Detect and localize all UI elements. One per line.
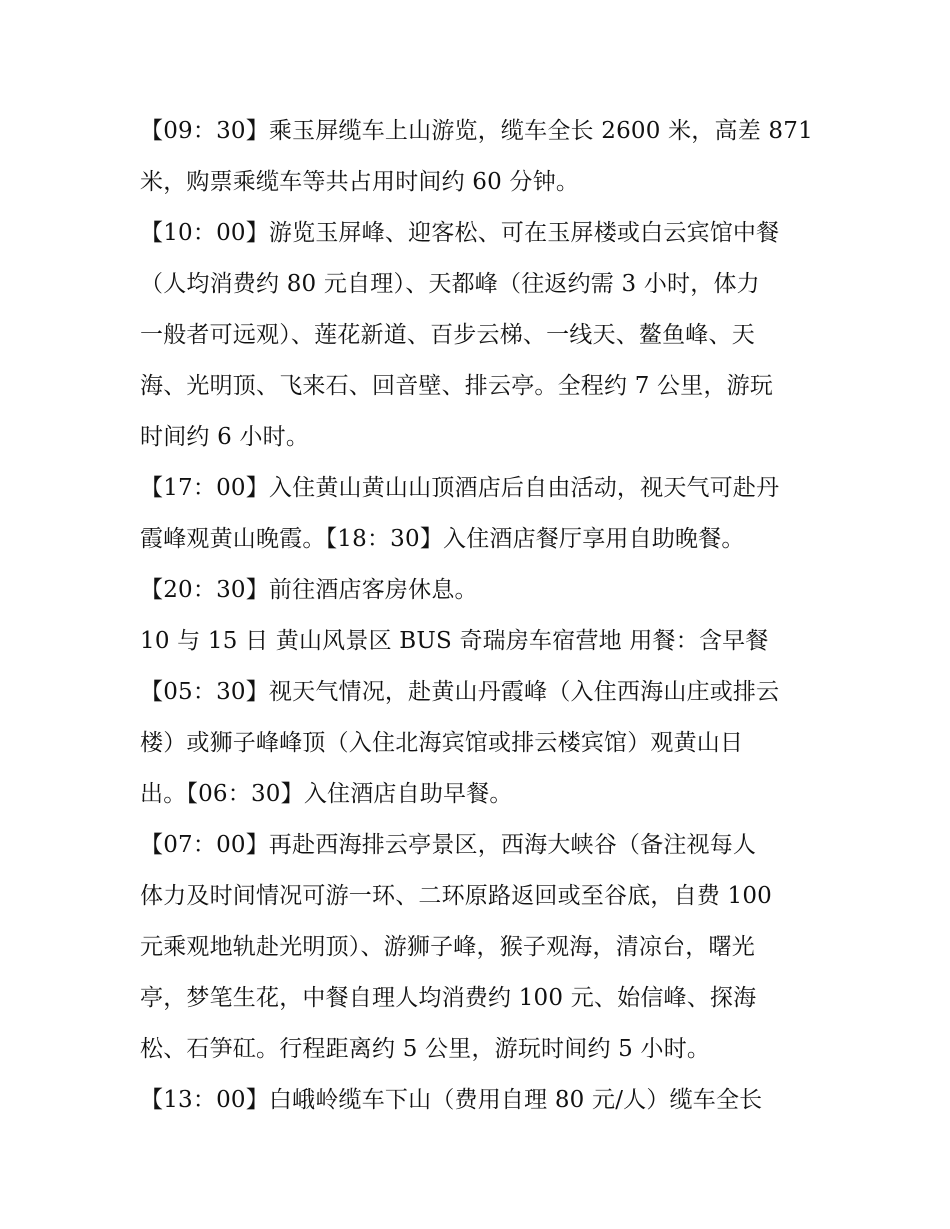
text-line: 米，购票乘缆车等共占用时间约 60 分钟。 xyxy=(140,169,580,195)
text-line: 楼）或狮子峰峰顶（入住北海宾馆或排云楼宾馆）观黄山日 xyxy=(140,730,744,756)
text-line: 【05：30】视天气情况，赴黄山丹霞峰（入住西海山庄或排云 xyxy=(140,679,780,705)
text-line: 海、光明顶、飞来石、回音壁、排云亭。全程约 7 公里，游玩 xyxy=(140,373,774,399)
text-line: 【13：00】白峨岭缆车下山（费用自理 80 元/人）缆车全长 xyxy=(140,1087,763,1113)
document-body xyxy=(140,106,820,1126)
text-line: 【20：30】前往酒店客房休息。 xyxy=(140,577,478,603)
text-line: 【17：00】入住黄山黄山山顶酒店后自由活动，视天气可赴丹 xyxy=(140,475,780,501)
text-line: 体力及时间情况可游一环、二环原路返回或至谷底，自费 100 xyxy=(140,883,773,909)
text-line: 霞峰观黄山晚霞。【18：30】入住酒店餐厅享用自助晚餐。 xyxy=(140,526,745,552)
day-heading-line: 10 与 15 日 黄山风景区 BUS 奇瑞房车宿营地 用餐：含早餐 xyxy=(140,628,769,654)
text-line: 亭，梦笔生花，中餐自理人均消费约 100 元、始信峰、探海 xyxy=(140,985,757,1011)
text-line: 出。【06：30】入住酒店自助早餐。 xyxy=(140,781,513,807)
text-line: 【10：00】游览玉屏峰、迎客松、可在玉屏楼或白云宾馆中餐 xyxy=(140,220,780,246)
text-line: 【07：00】再赴西海排云亭景区，西海大峡谷（备注视每人 xyxy=(140,832,757,858)
text-line: 元乘观地轨赴光明顶）、游狮子峰，猴子观海，清凉台，曙光 xyxy=(140,934,755,960)
text-line: 【09：30】乘玉屏缆车上山游览，缆车全长 2600 米，高差 871 xyxy=(140,118,813,144)
text-line: 一般者可远观）、莲花新道、百步云梯、一线天、鳌鱼峰、天 xyxy=(140,322,755,348)
text-line: （人均消费约 80 元自理）、天都峰（往返约需 3 小时，体力 xyxy=(140,271,760,297)
text-line: 时间约 6 小时。 xyxy=(140,424,310,450)
text-line: 松、石笋矼。行程距离约 5 公里，游玩时间约 5 小时。 xyxy=(140,1036,711,1062)
